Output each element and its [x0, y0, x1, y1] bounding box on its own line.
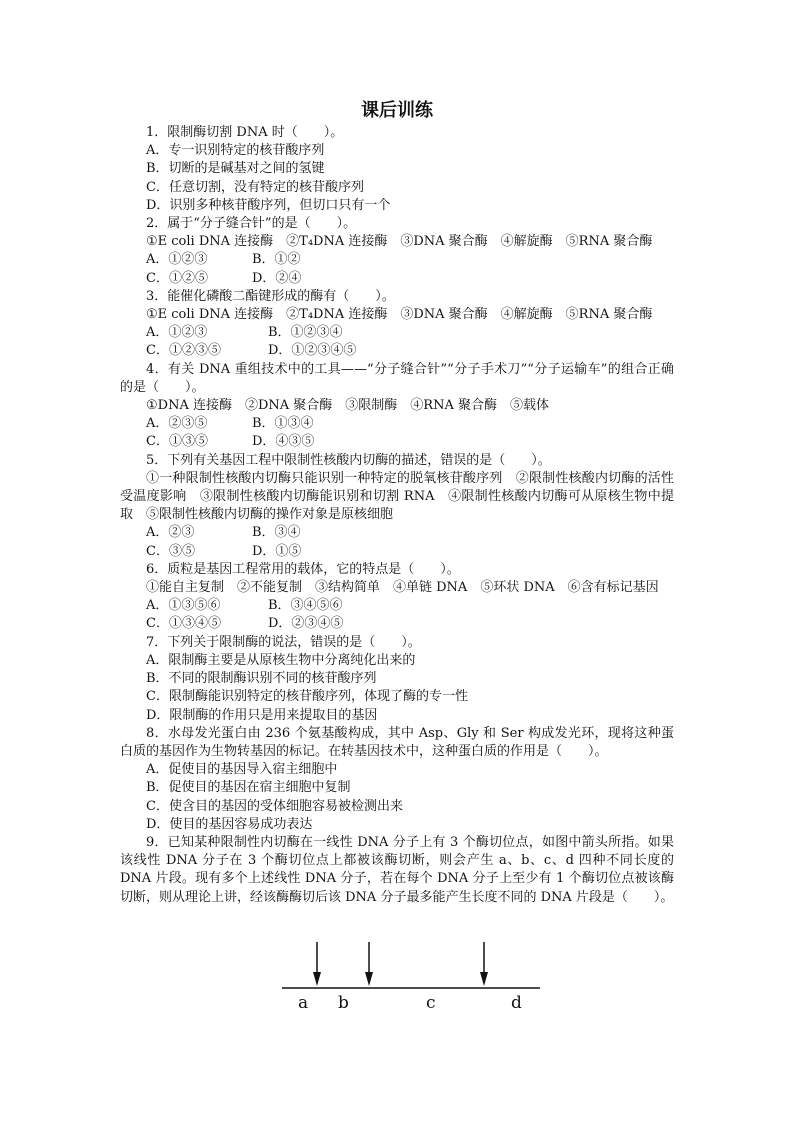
- question-2-items: ①E coli DNA 连接酶 ②T₄DNA 连接酶 ③DNA 聚合酶 ④解旋酶 ⑤RNA 聚合酶: [146, 234, 653, 250]
- question-5-items: ①一种限制性核酸内切酶只能识别一种特定的脱氧核苷酸序列 ②限制性核酸内切酶的活性受温度影响 ③限制性核酸内切酶能识别和切割 RNA ④限制性核酸内切酶可从原核生物中提取 ⑤限制性核酸内切酶的操作对象是原核细胞: [120, 470, 674, 523]
- fragment-label-b: b: [338, 993, 349, 1013]
- question-4-option-c: C．①③⑤: [146, 434, 208, 450]
- question-4-options-row-1: [120, 415, 674, 433]
- question-1-option-d: D．识别多种核苷酸序列，但切口只有一个: [146, 197, 391, 213]
- question-8-option-c: C．使含目的基因的受体细胞容易被检测出来: [146, 798, 403, 814]
- question-6-options-row-2: [120, 615, 674, 633]
- fragment-label-c: c: [426, 993, 436, 1013]
- question-2-option-d: D．②④: [252, 270, 302, 286]
- question-3-option-d: D．①②③④⑤: [268, 343, 357, 359]
- question-4-items: ①DNA 连接酶 ②DNA 聚合酶 ③限制酶 ④RNA 聚合酶 ⑤载体: [146, 398, 549, 414]
- question-1-option-b: B．切断的是碱基对之间的氢键: [146, 161, 325, 177]
- question-5-options-row-2: [120, 543, 674, 561]
- question-7-option-c: C．限制酶能识别特定的核苷酸序列，体现了酶的专一性: [146, 689, 468, 705]
- dna-cut-site-diagram: [282, 940, 542, 1020]
- question-4-options-row-2: [120, 433, 674, 451]
- question-6-items: ①能自主复制 ②不能复制 ③结构简单 ④单链 DNA ⑤环状 DNA ⑥含有标记基因: [146, 580, 659, 596]
- question-2-option-b: B．①②: [252, 252, 301, 268]
- fragment-label-a: a: [298, 993, 309, 1013]
- question-7-option-a: A．限制酶主要是从原核生物中分离纯化出来的: [146, 652, 416, 668]
- question-3-options-row-2: [120, 342, 674, 360]
- question-3-stem: 3．能催化磷酸二酯键形成的酶有（ ）。: [146, 288, 395, 304]
- question-7-option-b: B．不同的限制酶识别不同的核苷酸序列: [146, 671, 377, 687]
- question-6-option-b: B．③④⑤⑥: [268, 598, 343, 614]
- question-5-option-d: D．①⑤: [252, 543, 302, 559]
- question-5-option-b: B．③④: [252, 525, 301, 541]
- question-4-option-d: D．④③⑤: [252, 434, 315, 450]
- question-6-option-c: C．①③④⑤: [146, 616, 221, 632]
- cut-arrow-1: [313, 942, 321, 986]
- question-2-options-row-1: [120, 251, 674, 269]
- question-8-option-b: B．促使目的基因在宿主细胞中复制: [146, 780, 351, 796]
- question-8-option-a: A．促使目的基因导入宿主细胞中: [146, 762, 338, 778]
- question-5-stem: 5．下列有关基因工程中限制性核酸内切酶的描述，错误的是（ ）。: [146, 452, 551, 468]
- worksheet: [120, 98, 674, 907]
- question-7-stem: 7．下列关于限制酶的说法，错误的是（ ）。: [146, 634, 421, 650]
- question-6-option-a: A．①③⑤⑥: [146, 598, 221, 614]
- cut-arrow-3: [480, 942, 488, 986]
- question-3-items: ①E coli DNA 连接酶 ②T₄DNA 连接酶 ③DNA 聚合酶 ④解旋酶 ⑤RNA 聚合酶: [146, 307, 653, 323]
- question-2-stem: 2．属于“分子缝合针”的是（ ）。: [146, 216, 357, 232]
- question-5-options-row-1: [120, 524, 674, 542]
- question-3-option-b: B．①②③④: [268, 325, 343, 341]
- question-5-option-c: C．③⑤: [146, 543, 195, 559]
- question-7-option-d: D．限制酶的作用只是用来提取目的基因: [146, 707, 378, 723]
- question-6-stem: 6．质粒是基因工程常用的载体，它的特点是（ ）。: [146, 561, 460, 577]
- question-2-options-row-2: [120, 270, 674, 288]
- page-title: 课后训练: [361, 100, 433, 121]
- question-4-stem: 4．有关 DNA 重组技术中的工具——“分子缝合针”“分子手术刀”“分子运输车”的组合正确的是（ ）。: [120, 361, 674, 395]
- question-5-option-a: A．②③: [146, 525, 195, 541]
- question-6-options-row-1: [120, 597, 674, 615]
- question-3-options-row-1: [120, 324, 674, 342]
- question-4-option-a: A．②③⑤: [146, 416, 208, 432]
- question-3-option-c: C．①②③⑤: [146, 343, 221, 359]
- question-6-option-d: D．②③④⑤: [268, 616, 344, 632]
- question-2-option-a: A．①②③: [146, 252, 208, 268]
- question-1-option-c: C．任意切割，没有特定的核苷酸序列: [146, 179, 364, 195]
- question-2-option-c: C．①②⑤: [146, 270, 208, 286]
- question-8-option-d: D．使目的基因容易成功表达: [146, 816, 313, 832]
- cut-arrow-2: [365, 942, 373, 986]
- fragment-label-d: d: [511, 993, 522, 1013]
- question-1-stem: 1．限制酶切割 DNA 时（ ）。: [146, 125, 344, 140]
- question-8-stem: 8．水母发光蛋白由 236 个氨基酸构成，其中 Asp、Gly 和 Ser 构成发光环，现将这种蛋白质的基因作为生物转基因的标记。在转基因技术中，这种蛋白质的作用是（ ）。: [120, 725, 674, 759]
- question-1-option-a: A．专一识别特定的核苷酸序列: [146, 143, 325, 159]
- question-4-option-b: B．①③④: [252, 416, 314, 432]
- question-9-stem: 9．已知某种限制性内切酶在一线性 DNA 分子上有 3 个酶切位点，如图中箭头所指。如果该线性 DNA 分子在 3 个酶切位点上都被该酶切断，则会产生 a、b、c、d 四种不同长度的 DNA 片段。现有多个上述线性 DNA 分子，若在每个 DNA 分子上至少有 1 个酶切位点被该酶切断，则从理论上讲，经该酶酶切后该 DNA 分子最多能产生长度不同的 DNA 片段是（ ）。: [120, 834, 674, 905]
- question-3-option-a: A．①②③: [146, 325, 208, 341]
